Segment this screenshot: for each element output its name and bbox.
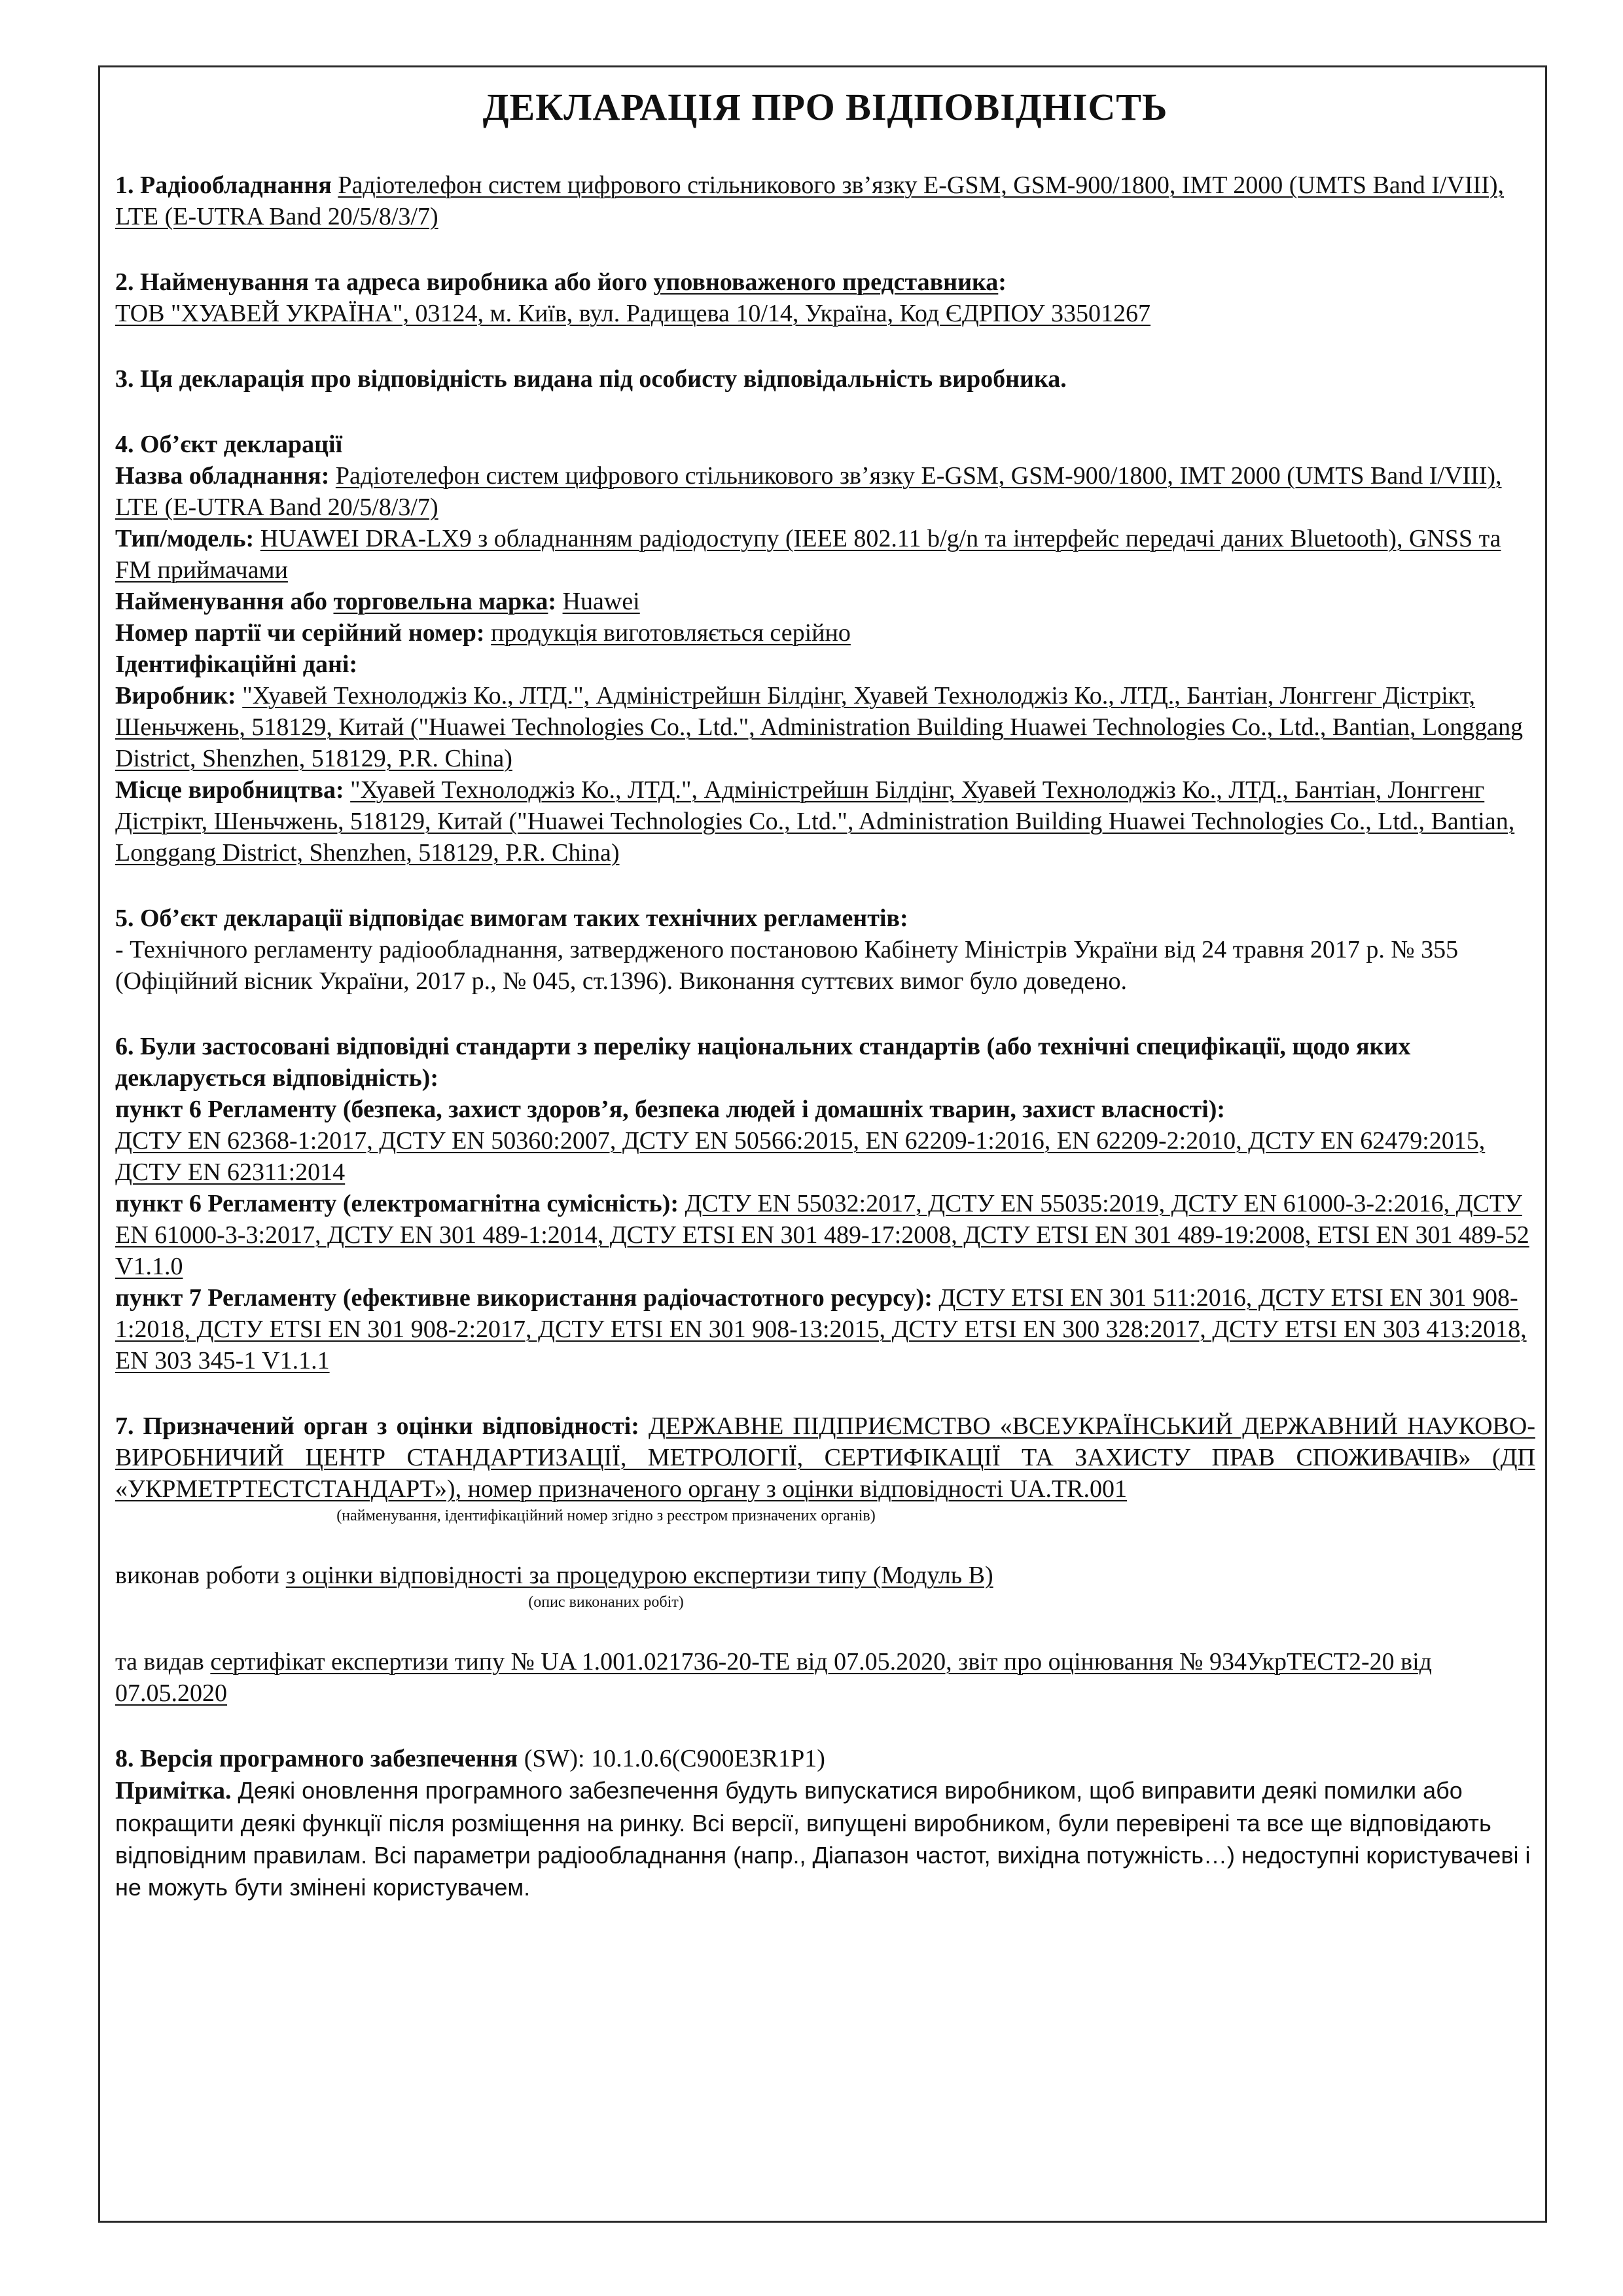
software-note-text: Деякі оновлення програмного забезпечення будуть випускатися виробником, щоб виправити деякі помилки або покращити деякі функції після розміщення на ринку. Всі версії, випущені виробником, були перевірені та все ще відповідають відповідним правилам. Всі параметри радіообладнання (напр., Діапазон частот, вихідна потужність…) недоступні користувачеві і не можуть бути змінені користувачем. <box>115 1777 1531 1901</box>
serial-number-value: продукція виготовляється серійно <box>491 619 851 647</box>
standards-radio-label: пункт 7 Регламенту (ефективне використання радіочастотного ресурсу): <box>115 1284 933 1312</box>
section-1 <box>115 170 1535 232</box>
section-3 <box>115 363 1535 395</box>
production-place-value: "Хуавей Технолоджіз Ко., ЛТД.", Адміністрейшн Білдінг, Хуавей Технолоджіз Ко., ЛТД., Бантіан, Лонггенг Дістрікт, Шеньчжень, 518129, Китай ("Huawei Technologies Co., Ltd.", Administration Building Huawei Technologies Co., Ltd., Bantian, Longgang District, Shenzhen, 518129, P.R. China) <box>115 776 1515 867</box>
section-7 <box>115 1410 1535 1505</box>
production-place <box>115 774 1535 869</box>
standards-safety <box>115 1094 1535 1188</box>
section-1-label: 1. Радіообладнання <box>115 171 332 199</box>
notified-body-caption: (найменування, ідентифікаційний номер згідно з реєстром призначених органів) <box>336 1507 876 1524</box>
type-model-value: HUAWEI DRA-LX9 з обладнанням радіодоступу (IEEE 802.11 b/g/n та інтерфейс передачі даних Bluetooth), GNSS та FM приймачами <box>115 525 1501 584</box>
section-2-label-underlined: уповноваженого представника <box>653 268 999 296</box>
software-note-label: Примітка. <box>115 1777 232 1804</box>
section-3-text: 3. Ця декларація про відповідність видана під особисту відповідальність виробника. <box>115 365 1067 393</box>
section-8 <box>115 1743 1535 1774</box>
identification-data <box>115 649 1535 680</box>
standards-radio-value: ДСТУ ETSI EN 301 511:2016, ДСТУ ETSI EN 301 908-1:2018, ДСТУ ETSI EN 301 908-2:2017, ДСТУ ETSI EN 301 908-13:2015, ДСТУ ETSI EN 300 328:2017, ДСТУ ETSI EN 303 413:2018, EN 303 345-1 V1.1.1 <box>115 1284 1527 1374</box>
standards-radio <box>115 1282 1535 1376</box>
trade-mark-value: Huawei <box>562 588 640 615</box>
identification-data-label: Ідентифікаційні дані: <box>115 651 358 678</box>
trade-mark <box>115 586 1535 617</box>
section-2-value: ТОВ "ХУАВЕЙ УКРАЇНА", 03124, м. Київ, вул. Радищева 10/14, Україна, Код ЄДРПОУ 33501267 <box>115 300 1151 327</box>
document-title: ДЕКЛАРАЦІЯ ПРО ВІДПОВІДНІСТЬ <box>482 86 1168 128</box>
section-4-heading-text: 4. Об’єкт декларації <box>115 431 343 458</box>
software-note <box>115 1774 1535 1903</box>
trade-mark-label: Найменування або <box>115 588 327 615</box>
declaration-document <box>115 72 1535 1903</box>
notified-body-label: 7. Призначений орган з оцінки відповідності: <box>115 1412 639 1440</box>
work-performed <box>115 1560 1535 1591</box>
standards-emc-label: пункт 6 Регламенту (електромагнітна сумісність): <box>115 1190 679 1217</box>
equipment-name-label: Назва обладнання: <box>115 462 330 490</box>
certificate-issued <box>115 1646 1535 1709</box>
trade-mark-label-underlined: торговельна марка <box>333 588 548 615</box>
section-5-heading-text: 5. Об’єкт декларації відповідає вимогам таких технічних регламентів: <box>115 905 908 932</box>
software-version-label: 8. Версія програмного забезпечення <box>115 1745 518 1772</box>
section-5-heading <box>115 903 1535 934</box>
serial-number <box>115 617 1535 649</box>
production-place-label: Місце виробництва: <box>115 776 344 804</box>
section-2-label: 2. Найменування та адреса виробника або його <box>115 268 647 296</box>
serial-number-label: Номер партії чи серійний номер: <box>115 619 485 647</box>
section-6-heading <box>115 1031 1535 1094</box>
work-performed-caption: (опис виконаних робіт) <box>528 1594 684 1611</box>
standards-safety-value: ДСТУ EN 62368-1:2017, ДСТУ EN 50360:2007, ДСТУ EN 50566:2015, EN 62209-1:2016, EN 62209-2:2010, ДСТУ EN 62479:2015, ДСТУ EN 62311:2014 <box>115 1127 1486 1186</box>
certificate-issued-prefix: та видав <box>115 1648 204 1676</box>
section-2 <box>115 266 1535 329</box>
manufacturer-value: "Хуавей Технолоджіз Ко., ЛТД.", Адміністрейшн Білдінг, Хуавей Технолоджіз Ко., ЛТД., Бантіан, Лонггенг Дістрікт, Шеньчжень, 518129, Китай ("Huawei Technologies Co., Ltd.", Administration Building Huawei Technologies Co., Ltd., Bantian, Longgang District, Shenzhen, 518129, P.R. China) <box>115 682 1524 772</box>
equipment-name <box>115 460 1535 523</box>
work-performed-value: з оцінки відповідності за процедурою експертизи типу (Модуль В) <box>285 1562 993 1589</box>
section-5-text: - Технічного регламенту радіообладнання, затвердженого постановою Кабінету Міністрів України від 24 травня 2017 р. № 355 (Офіційний вісник України, 2017 р., № 045, ст.1396). Виконання суттєвих вимог було доведено. <box>115 936 1459 995</box>
standards-safety-label: пункт 6 Регламенту (безпека, захист здоров’я, безпека людей і домашніх тварин, захист власності): <box>115 1096 1226 1123</box>
section-1-value: Радіотелефон систем цифрового стільникового зв’язку E-GSM, GSM-900/1800, IMT 2000 (UMTS Band I/VIII), LTE (E-UTRA Band 20/5/8/3/7) <box>115 171 1505 230</box>
software-version-value: (SW): 10.1.0.6(C900E3R1P1) <box>518 1745 825 1772</box>
trade-mark-colon: : <box>548 588 557 615</box>
section-6-heading-text: 6. Були застосовані відповідні стандарти з переліку національних стандартів (або технічні специфікації, щодо яких декларується відповідність): <box>115 1033 1411 1092</box>
manufacturer-label: Виробник: <box>115 682 236 709</box>
section-4-heading <box>115 429 1535 460</box>
type-model <box>115 523 1535 586</box>
equipment-name-value: Радіотелефон систем цифрового стільникового зв’язку E-GSM, GSM-900/1800, IMT 2000 (UMTS Band I/VIII), LTE (E-UTRA Band 20/5/8/3/7) <box>115 462 1502 521</box>
manufacturer <box>115 680 1535 774</box>
notified-body-value: ДЕРЖАВНЕ ПІДПРИЄМСТВО «ВСЕУКРАЇНСЬКИЙ ДЕРЖАВНИЙ НАУКОВО-ВИРОБНИЧИЙ ЦЕНТР СТАНДАРТИЗАЦІЇ, МЕТРОЛОГІЇ, СЕРТИФІКАЦІЇ ТА ЗАХИСТУ ПРАВ СПОЖИВАЧІВ» (ДП «УКРМЕТРТЕСТСТАНДАРТ»), номер призначеного органу з оцінки відповідності UA.TR.001 <box>115 1412 1535 1503</box>
work-performed-prefix: виконав роботи <box>115 1562 280 1589</box>
section-2-colon: : <box>998 268 1007 296</box>
certificate-issued-value: сертифікат експертизи типу № UA 1.001.021736-20-TE від 07.05.2020, звіт про оцінювання № 934УкрТЕСТ2-20 від 07.05.2020 <box>115 1648 1432 1707</box>
type-model-label: Тип/модель: <box>115 525 255 552</box>
standards-emc <box>115 1188 1535 1282</box>
standards-emc-value: ДСТУ EN 55032:2017, ДСТУ EN 55035:2019, ДСТУ EN 61000-3-2:2016, ДСТУ EN 61000-3-3:2017, ДСТУ EN 301 489-1:2014, ДСТУ ETSI EN 301 489-17:2008, ДСТУ ETSI EN 301 489-19:2008, ETSI EN 301 489-52 V1.1.0 <box>115 1190 1529 1280</box>
